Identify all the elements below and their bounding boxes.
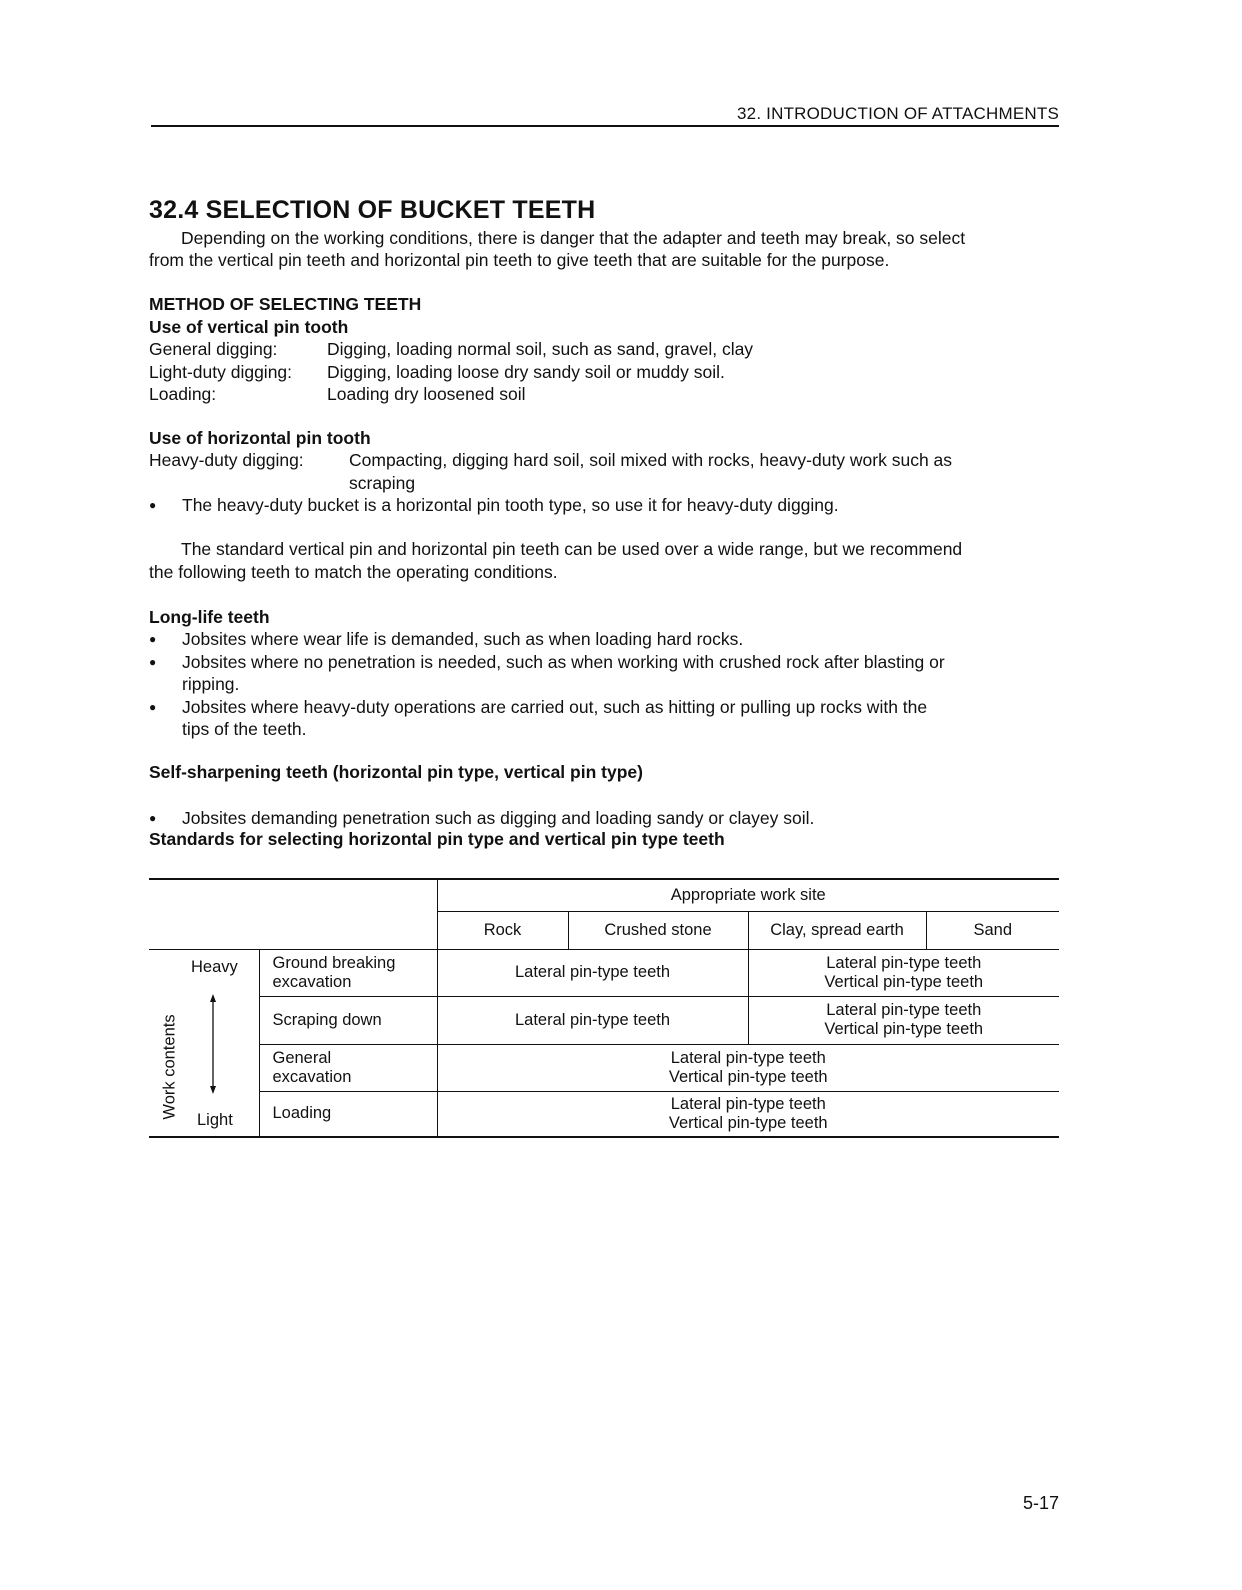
work-text: Loading	[272, 1104, 332, 1123]
table-header-row	[149, 911, 1059, 949]
horizontal-heading: Use of horizontal pin tooth	[149, 428, 371, 448]
self-sharpening-bullet	[149, 807, 1242, 830]
axis-label-wrap	[160, 1012, 180, 1122]
teeth-cell: Lateral pin-type teeth	[437, 996, 748, 1044]
blank-corner-cell	[149, 879, 437, 911]
column-header-sand: Sand	[926, 911, 1059, 949]
vertical-usage-list	[149, 338, 753, 406]
teeth-cell	[748, 949, 1059, 996]
work-text: General	[272, 1048, 332, 1067]
light-label: Light	[197, 1111, 233, 1129]
list-item	[149, 651, 1059, 696]
heavy-duty-bullet	[149, 494, 1242, 517]
bullet-text: Jobsites demanding penetration such as digging and loading sandy or clayey soil.	[182, 807, 815, 828]
teeth-text: Vertical pin-type teeth	[824, 1020, 984, 1038]
list-item	[149, 628, 1059, 651]
work-text-cont: excavation	[272, 1067, 352, 1086]
usage-desc-cont: scraping	[349, 472, 416, 493]
teeth-text: Lateral pin-type teeth	[826, 953, 982, 972]
usage-label: Loading:	[149, 384, 217, 404]
usage-desc: Digging, loading loose dry sandy soil or muddy soil.	[327, 361, 725, 382]
work-text-cont: excavation	[272, 972, 352, 991]
bullet-text: The heavy-duty bucket is a horizontal pin tooth type, so use it for heavy-duty digging.	[182, 495, 839, 515]
heavy-label: Heavy	[191, 957, 238, 976]
long-life-heading: Long-life teeth	[149, 607, 270, 627]
long-life-list	[149, 628, 1059, 741]
column-header-rock: Rock	[437, 911, 568, 949]
work-text: Ground breaking	[272, 953, 396, 972]
self-sharpening-heading: Self-sharpening teeth (horizontal pin type, vertical pin type)	[149, 762, 643, 782]
teeth-text: Lateral pin-type teeth	[826, 1001, 982, 1019]
teeth-cell	[748, 996, 1059, 1044]
list-item-text: ● Jobsites where heavy-duty operations are carried out, such as hitting or pulling up rocks with the	[182, 696, 928, 717]
table-row	[149, 996, 1059, 1044]
recommend-line-2: the following teeth to match the operating conditions.	[149, 562, 558, 582]
intro-line-2: from the vertical pin teeth and horizontal pin teeth to give teeth that are suitable for the purpose.	[149, 250, 890, 270]
usage-label: General digging:	[149, 339, 278, 359]
group-header-cell: Appropriate work site	[437, 879, 1059, 911]
work-contents-axis-cell	[149, 949, 259, 1137]
axis-label: Work contents	[160, 1013, 179, 1120]
intro-line-1: Depending on the working conditions, there is danger that the adapter and teeth may break, so select	[181, 228, 966, 248]
work-cell	[259, 949, 437, 996]
teeth-text: Lateral pin-type teeth	[670, 1094, 826, 1113]
recommend-line-1: The standard vertical pin and horizontal pin teeth can be used over a wide range, but we recommend	[181, 539, 963, 559]
teeth-cell	[437, 1091, 1059, 1137]
header-rule	[151, 125, 1059, 127]
teeth-text: Vertical pin-type teeth	[668, 1113, 828, 1132]
vertical-usage-row	[149, 338, 753, 361]
work-text: Scraping down	[272, 1010, 382, 1029]
table-row	[149, 1044, 1059, 1091]
horizontal-usage-row	[149, 449, 1059, 494]
running-header: 32. INTRODUCTION OF ATTACHMENTS	[737, 104, 1059, 123]
list-item-text: ● Jobsites where wear life is demanded, such as when loading hard rocks.	[182, 629, 744, 649]
usage-label: Light-duty digging:	[149, 361, 293, 382]
teeth-text: Vertical pin-type teeth	[824, 972, 984, 991]
usage-desc: Compacting, digging hard soil, soil mixed with rocks, heavy-duty work such as	[349, 450, 953, 470]
vertical-usage-row	[149, 361, 753, 384]
table-row	[149, 949, 1059, 996]
work-cell	[259, 1044, 437, 1091]
usage-label: Heavy-duty digging:	[149, 450, 304, 470]
teeth-text: Lateral pin-type teeth	[670, 1048, 826, 1067]
table-row	[149, 1091, 1059, 1137]
list-item	[149, 696, 1059, 741]
page-number: 5-17	[1022, 1493, 1059, 1513]
blank-corner-cell	[149, 911, 437, 949]
usage-desc: Digging, loading normal soil, such as sand, gravel, clay	[327, 339, 754, 359]
teeth-cell	[437, 1044, 1059, 1091]
section-title: 32.4 SELECTION OF BUCKET TEETH	[149, 196, 596, 224]
work-cell	[259, 1091, 437, 1137]
work-cell	[259, 996, 437, 1044]
heavy-light-arrow-icon	[207, 994, 219, 1094]
standards-heading: Standards for selecting horizontal pin type and vertical pin type teeth	[149, 829, 725, 849]
method-heading: METHOD OF SELECTING TEETH	[149, 294, 422, 314]
vertical-usage-row	[149, 383, 753, 406]
teeth-text: Vertical pin-type teeth	[668, 1067, 828, 1086]
column-header-clay: Clay, spread earth	[748, 911, 926, 949]
teeth-cell: Lateral pin-type teeth	[437, 949, 748, 996]
column-header-crushed-stone: Crushed stone	[568, 911, 748, 949]
selection-standards-table	[149, 878, 1059, 1138]
list-item-text-cont: ripping.	[182, 674, 240, 694]
usage-desc: Loading dry loosened soil	[327, 384, 526, 404]
vertical-heading: Use of vertical pin tooth	[149, 317, 349, 337]
list-item-text: ● Jobsites where no penetration is needed, such as when working with crushed rock after blasting or	[182, 651, 945, 672]
list-item-text-cont: tips of the teeth.	[182, 719, 307, 739]
table-header-row	[149, 879, 1059, 911]
